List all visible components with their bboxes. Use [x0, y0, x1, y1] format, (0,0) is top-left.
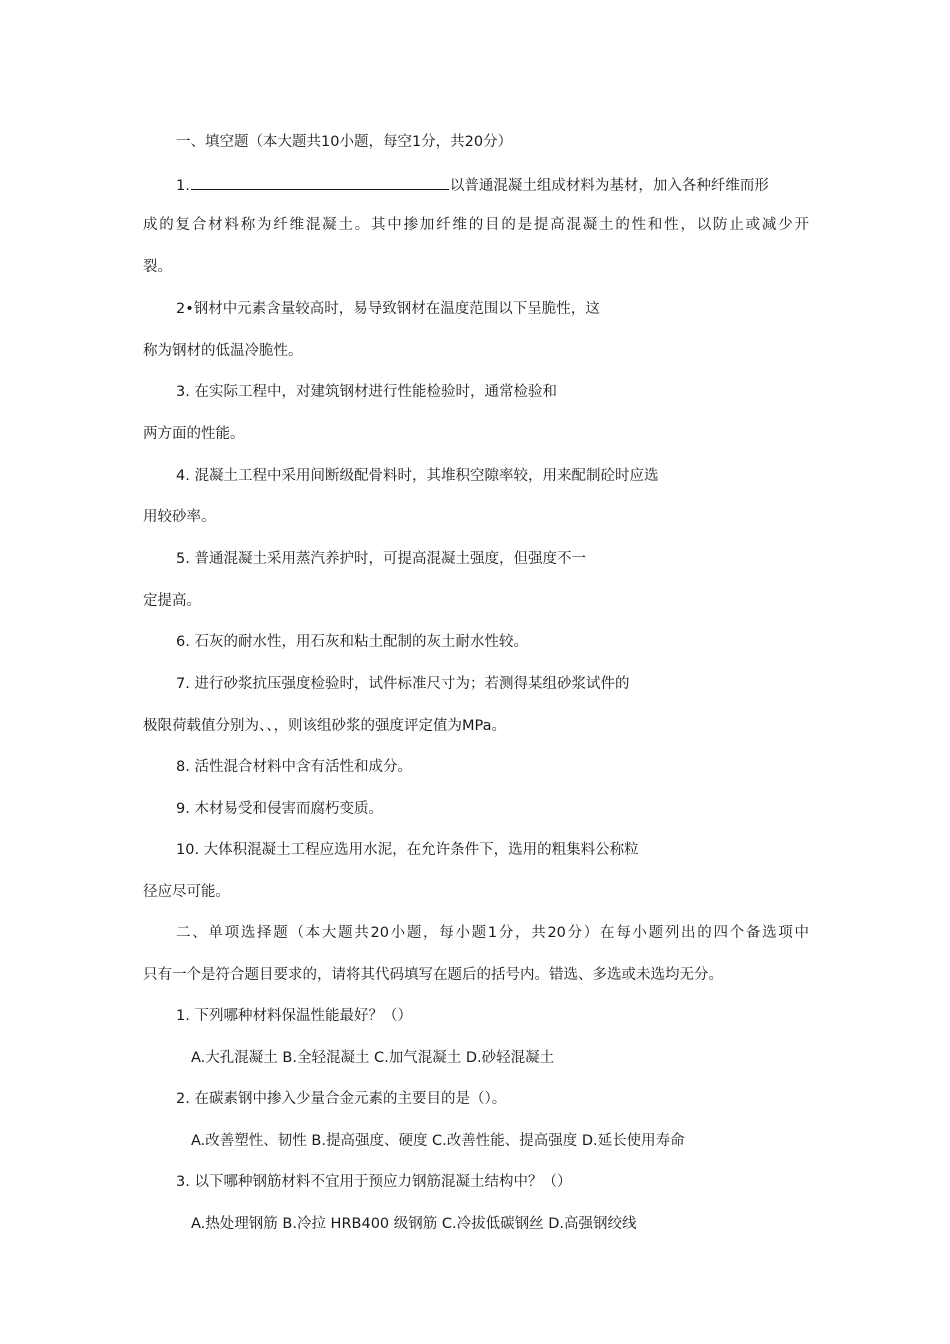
section2-heading-line-1: 二、单项选择题（本大题共20小题，每小题1分，共20分）在每小题列出的四个备选项中	[176, 925, 809, 941]
question-3-line-1: 3. 在实际工程中，对建筑钢材进行性能检验时，通常检验和	[176, 384, 557, 400]
question-10-line-1: 10. 大体积混凝土工程应选用水泥，在允许条件下，选用的粗集料公称粒	[176, 842, 639, 858]
question-2-line-1: 2•钢材中元素含量较高时，易导致钢材在温度范围以下呈脆性，这	[176, 301, 600, 317]
question-4-line-2: 用较砂率。	[143, 509, 216, 525]
question-10-line-2: 径应尽可能。	[143, 884, 230, 900]
mc-question-2-stem: 2. 在碳素钢中掺入少量合金元素的主要目的是（）。	[176, 1091, 507, 1107]
question-3-line-2: 两方面的性能。	[143, 426, 245, 442]
section1-heading: 一、填空题（本大题共10小题，每空1分，共20分）	[176, 134, 513, 150]
mc-question-3-options: A.热处理钢筋 B.冷拉 HRB400 级钢筋 C.冷拔低碳钢丝 D.高强钢绞线	[191, 1216, 637, 1232]
question-2-line-2: 称为钢材的低温冷脆性。	[143, 343, 303, 359]
mc-question-1-options: A.大孔混凝土 B.全轻混凝土 C.加气混凝土 D.砂轻混凝土	[191, 1050, 555, 1066]
mc-question-2-options: A.改善塑性、韧性 B.提高强度、硬度 C.改善性能、提高强度 D.延长使用寿命	[191, 1133, 685, 1149]
question-5-line-1: 5. 普通混凝土采用蒸汽养护时，可提高混凝土强度，但强度不一	[176, 551, 586, 567]
question-6-line-1: 6. 石灰的耐水性，用石灰和粘土配制的灰土耐水性较。	[176, 634, 528, 650]
answer-blank	[191, 174, 449, 190]
question-7-line-2: 极限荷载值分别为、、，则该组砂浆的强度评定值为MPa。	[143, 718, 506, 734]
question-8-line-1: 8. 活性混合材料中含有活性和成分。	[176, 759, 412, 775]
mc-question-1-stem: 1. 下列哪种材料保温性能最好？（）	[176, 1008, 412, 1024]
mc-question-3-stem: 3. 以下哪种钢筋材料不宜用于预应力钢筋混凝土结构中？（）	[176, 1174, 572, 1190]
question-1-line-1	[176, 174, 769, 196]
question-1-line-2: 成的复合材料称为纤维混凝土。其中掺加纤维的目的是提高混凝土的性和性，以防止或减少开	[143, 217, 809, 233]
question-9-line-1: 9. 木材易受和侵害而腐朽变质。	[176, 801, 383, 817]
question-7-line-1: 7. 进行砂浆抗压强度检验时，试件标准尺寸为；若测得某组砂浆试件的	[176, 676, 630, 692]
section2-heading-line-2: 只有一个是符合题目要求的，请将其代码填写在题后的括号内。错选、多选或未选均无分。	[143, 967, 723, 983]
question-5-line-2: 定提高。	[143, 593, 201, 609]
question-1-text: 以普通混凝土组成材料为基材，加入各种纤维而形	[449, 178, 769, 194]
question-1-number: 1.	[176, 178, 190, 194]
question-4-line-1: 4. 混凝土工程中采用间断级配骨料时，其堆积空隙率较，用来配制砼时应选	[176, 468, 659, 484]
question-1-line-3: 裂。	[143, 259, 172, 275]
